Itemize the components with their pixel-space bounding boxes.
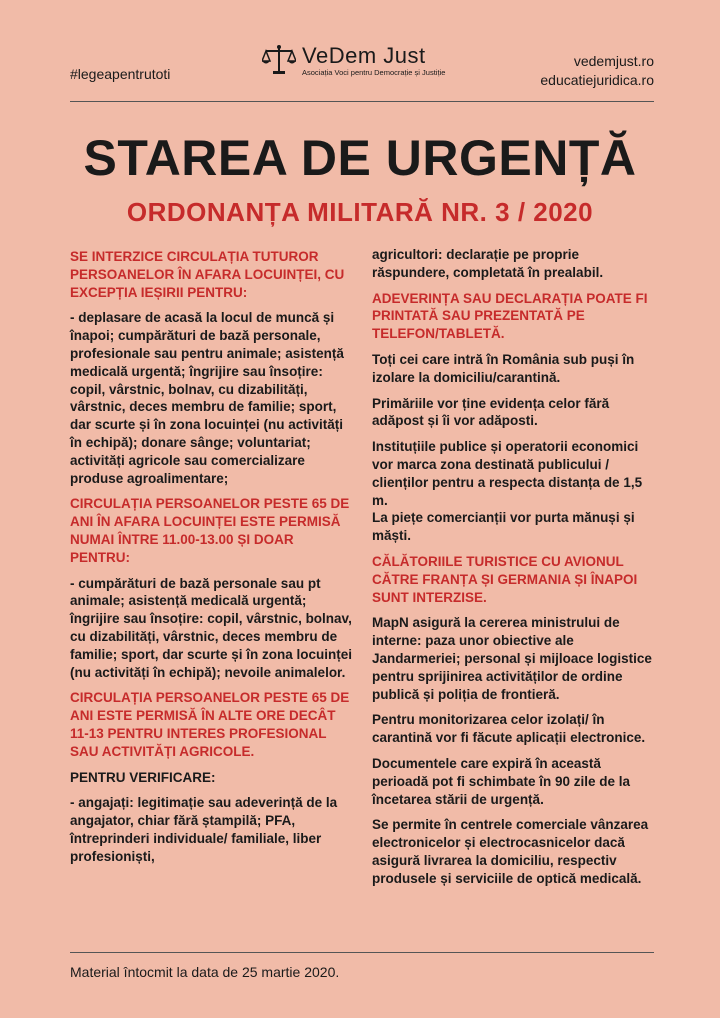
paragraph-homeless: Primăriile vor ține evidența celor fără adăpost și îi vor adăposti. bbox=[372, 395, 610, 429]
heading-flights: CĂLĂTORIILE TURISTICE CU AVIONUL CĂTRE FRANȚA ȘI GERMANIA ȘI ÎNAPOI SUNT INTERZISE. bbox=[372, 553, 638, 605]
logo bbox=[262, 44, 445, 77]
site-link-vedemjust: vedemjust.ro bbox=[573, 53, 654, 69]
left-column bbox=[70, 248, 356, 874]
page-subtitle: ORDONANȚA MILITARĂ NR. 3 / 2020 bbox=[126, 197, 594, 227]
distancing-text: Instituțiile publice și operatorii economici vor marca zona destinată publicului / clienților pentru a respecta distanța de 1,5 m. bbox=[372, 439, 643, 508]
logo-subtitle: Asociația Voci pentru Democrație și Justiție bbox=[302, 68, 446, 77]
paragraph-over-65-exceptions: - cumpărături de bază personale sau pt animale; asistență medicală urgentă; îngrijire sau însoțire: copil, vârstnic, bolnav, cu dizabilități, vârstnic, deces membru de familie; sport, dar scurte și în zona locuinței (nu activități în echipă); nevoile animalelor. bbox=[70, 575, 353, 680]
hashtag: #legeapentrutoti bbox=[70, 66, 171, 82]
scales-icon bbox=[262, 44, 296, 76]
footer-note: Material întocmit la data de 25 martie 2020. bbox=[70, 964, 340, 980]
paragraph-documents: Documentele care expiră în această perioadă pot fi schimbate în 90 zile de la încetarea stării de urgență. bbox=[372, 755, 631, 807]
heading-over-65-professional: CIRCULAȚIA PERSOANELOR PESTE 65 DE ANI ESTE PERMISĂ ÎN ALTE ORE DECÂT 11-13 PENTRU INTERES PROFESIONAL SAU ACTIVITĂȚI AGRICOLE. bbox=[70, 690, 350, 759]
heading-document-format: ADEVERINȚA SAU DECLARAȚIA POATE FI PRINTATĂ SAU PREZENTATĂ PE TELEFON/TABLETĂ. bbox=[372, 290, 648, 342]
heading-movement-ban: SE INTERZICE CIRCULAȚIA TUTUROR PERSOANELOR ÎN AFARA LOCUINȚEI, CU EXCEPȚIA IEȘIRII PENTRU: bbox=[70, 249, 345, 300]
paragraph-commercial: Se permite în centrele comerciale vânzarea electronicelor și electrocasnicelor dacă asigură livrarea la domiciliu, respectiv produsele și serviciile de optică medicală. bbox=[372, 817, 649, 886]
paragraph-farmers: agricultori: declarație pe proprie răspundere, completată în prealabil. bbox=[372, 247, 604, 280]
logo-name: VeDem Just bbox=[302, 43, 426, 68]
header-links bbox=[540, 52, 654, 90]
paragraph-isolation: Toți cei care intră în România sub puși în izolare la domiciliu/carantină. bbox=[372, 351, 635, 385]
paragraph-distancing bbox=[372, 438, 658, 545]
site-link-educatiejuridica: educatiejuridica.ro bbox=[540, 72, 654, 88]
heading-over-65: CIRCULAȚIA PERSOANELOR PESTE 65 DE ANI ÎN AFARA LOCUINȚEI ESTE PERMISĂ NUMAI ÎNTRE 11.00-13.00 ȘI DOAR PENTRU: bbox=[70, 496, 350, 565]
page-title: STAREA DE URGENȚĂ bbox=[83, 130, 637, 186]
markets-text: La piețe comercianții vor purta mănuși și măști. bbox=[372, 510, 635, 544]
paragraph-mapn: MapN asigură la cererea ministrului de interne: paza unor obiective ale Jandarmeriei; personal și mijloace logistice pentru sprijinirea activităților de ordine publică și poliția de frontieră. bbox=[372, 615, 652, 702]
heading-verification: PENTRU VERIFICARE: bbox=[70, 769, 216, 785]
paragraph-exceptions: - deplasare de acasă la locul de muncă și înapoi; cumpărături de bază personale, profesionale sau pentru animale; asistență medicală urgentă; îngrijire sau însoțire: copil, vârstnic, bolnav, cu dizabilități, vârstnic, deces membru de familie; sport, dar scurte și în zona locuinței (nu activități în echipă); donare sânge; voluntariat; activități agricole sau comercializare produse agroalimentare; bbox=[70, 310, 344, 486]
right-column bbox=[372, 246, 658, 896]
paragraph-verification: - angajați: legitimație sau adeverință de la angajator, chiar fără ștampilă; PFA, întreprinderi individuale/ familiale, liber profesioniști, bbox=[70, 795, 338, 864]
divider-bottom bbox=[70, 952, 654, 953]
paragraph-monitoring: Pentru monitorizarea celor izolați/ în carantină vor fi făcute aplicații electronice. bbox=[372, 712, 646, 746]
divider-top bbox=[70, 101, 654, 102]
